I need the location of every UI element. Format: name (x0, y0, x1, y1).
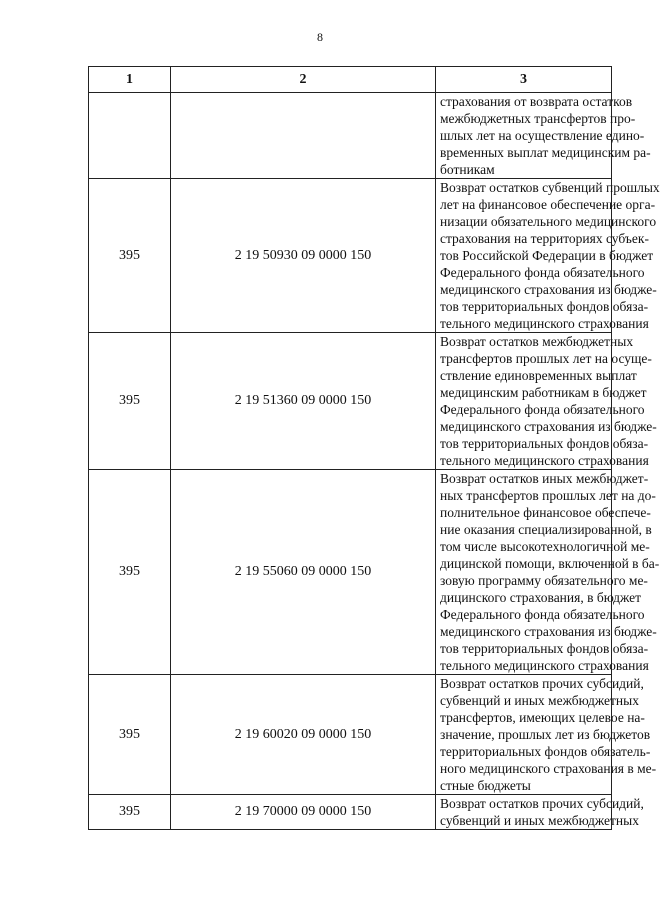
table-header-row (89, 67, 612, 93)
description-cell (436, 179, 660, 333)
description-line: значение, прошлых лет из бюджетов (440, 727, 651, 742)
description-line: временных выплат медицинским ра- (440, 145, 651, 160)
description-line: тов территориальных фондов обяза- (440, 641, 649, 656)
table-row (89, 470, 612, 675)
description-line: медицинского страхования из бюдже- (440, 419, 657, 434)
description-line: Возврат остатков прочих субсидий, (440, 676, 644, 691)
description-line: зовую программу обязательного ме- (440, 573, 648, 588)
description-line: Возврат остатков иных межбюджет- (440, 471, 649, 486)
table-row (89, 675, 612, 795)
description-cell (436, 795, 644, 830)
table-row (89, 93, 612, 179)
description-line: тельного медицинского страхования (440, 453, 649, 468)
budget-code-cell: 2 19 55060 09 0000 150 (171, 470, 436, 675)
description-line: том числе высокотехнологичной ме- (440, 539, 650, 554)
description-line: ботникам (440, 162, 495, 177)
description-line: тов Российской Федерации в бюджет (440, 248, 654, 263)
column-header-3: 3 (436, 67, 612, 93)
description-line: межбюджетных трансфертов про- (440, 111, 636, 126)
description-line: субвенций и иных межбюджетных (440, 693, 639, 708)
description-line: Возврат остатков субвенций прошлых (440, 180, 660, 195)
budget-code-cell: 2 19 70000 09 0000 150 (171, 795, 436, 830)
description-line: стные бюджеты (440, 778, 531, 793)
description-line: дицинского страхования, в бюджет (440, 590, 642, 605)
column-header-2: 2 (171, 67, 436, 93)
description-line: Федерального фонда обязательного (440, 607, 645, 622)
description-line: медицинским работникам в бюджет (440, 385, 647, 400)
column-header-1: 1 (89, 67, 171, 93)
description-line: шлых лет на осуществление едино- (440, 128, 645, 143)
description-line: трансфертов прошлых лет на осуще- (440, 351, 652, 366)
description-line: низации обязательного медицинского (440, 214, 657, 229)
table-row (89, 333, 612, 470)
description-line: территориальных фондов обязатель- (440, 744, 651, 759)
table-row (89, 179, 612, 333)
description-line: страхования на территориях субъек- (440, 231, 649, 246)
description-line: Возврат остатков межбюджетных (440, 334, 634, 349)
description-line: Возврат остатков прочих субсидий, (440, 796, 644, 811)
description-line: ных трансфертов прошлых лет на до- (440, 488, 656, 503)
admin-code-cell: 395 (89, 179, 171, 333)
admin-code-cell: 395 (89, 470, 171, 675)
admin-code-cell: 395 (89, 333, 171, 470)
description-cell (436, 333, 657, 470)
description-line: ного медицинского страхования в ме- (440, 761, 657, 776)
description-line: субвенций и иных межбюджетных (440, 813, 639, 828)
admin-code-cell: 395 (89, 675, 171, 795)
description-line: Федерального фонда обязательного (440, 265, 645, 280)
description-cell (436, 470, 660, 675)
table-row (89, 795, 612, 830)
description-line: полнительное финансовое обеспече- (440, 505, 651, 520)
description-cell (436, 93, 651, 179)
description-line: тельного медицинского страхования (440, 658, 649, 673)
description-line: ствление единовременных выплат (440, 368, 637, 383)
description-line: лет на финансовое обеспечение орга- (440, 197, 656, 212)
description-line: тельного медицинского страхования (440, 316, 649, 331)
description-line: трансфертов, имеющих целевое на- (440, 710, 645, 725)
description-line: Федерального фонда обязательного (440, 402, 645, 417)
page-number: 8 (317, 30, 323, 44)
budget-code-cell: 2 19 51360 09 0000 150 (171, 333, 436, 470)
description-cell (436, 675, 657, 795)
budget-code-cell: 2 19 60020 09 0000 150 (171, 675, 436, 795)
description-line: медицинского страхования из бюдже- (440, 282, 657, 297)
admin-code-cell (89, 93, 171, 179)
admin-code-cell: 395 (89, 795, 171, 830)
budget-code-cell (171, 93, 436, 179)
description-line: медицинского страхования из бюдже- (440, 624, 657, 639)
description-line: ние оказания специализированной, в (440, 522, 652, 537)
table-body (89, 93, 660, 830)
description-line: дицинской помощи, включенной в ба- (440, 556, 660, 571)
budget-classification-table (88, 66, 660, 830)
description-line: страхования от возврата остатков (440, 94, 633, 109)
description-line: тов территориальных фондов обяза- (440, 436, 649, 451)
budget-code-cell: 2 19 50930 09 0000 150 (171, 179, 436, 333)
description-line: тов территориальных фондов обяза- (440, 299, 649, 314)
